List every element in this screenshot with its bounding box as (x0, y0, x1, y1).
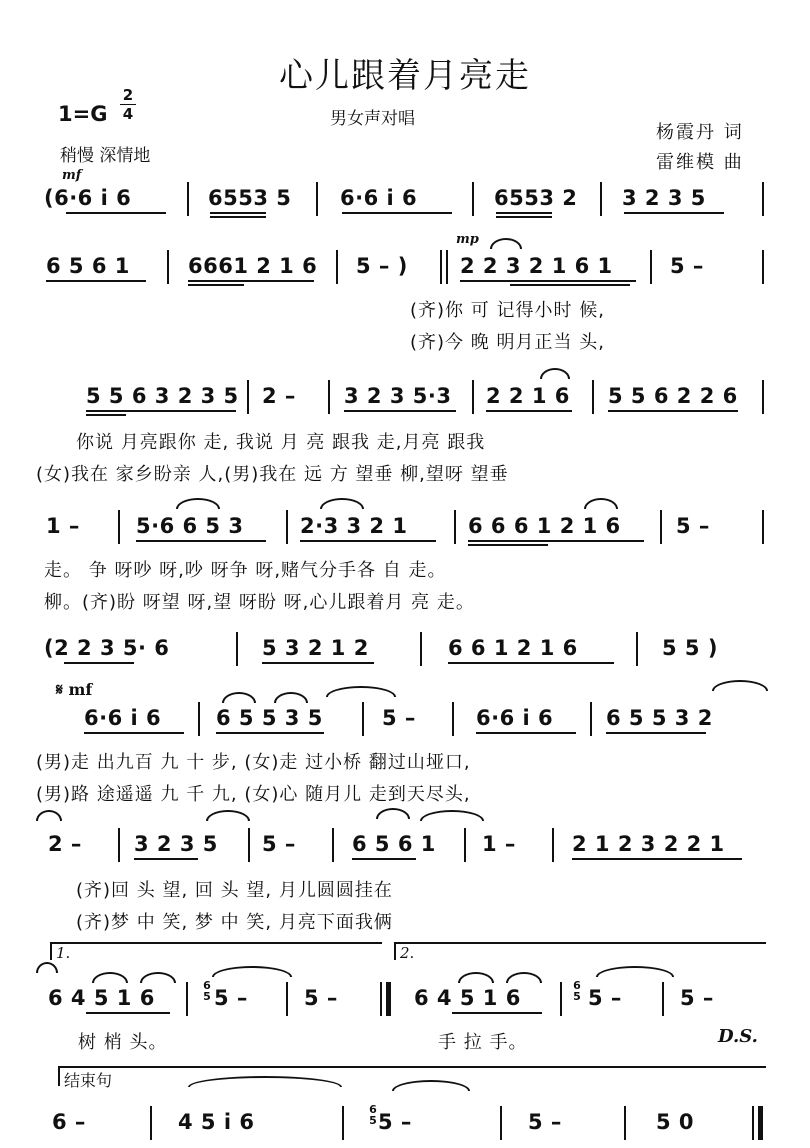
barline (167, 250, 169, 284)
underline (64, 662, 134, 664)
staff-line-1 (0, 182, 810, 218)
barline (600, 182, 602, 216)
grace-note-top: 6 (573, 979, 581, 992)
tie (36, 810, 62, 821)
measure-7: 6661 2 1 6 (188, 254, 318, 278)
lyricist-credit: 杨霞丹 词 (656, 122, 744, 143)
grace-note-bottom: 5 (573, 990, 581, 1003)
volta-1-bracket (50, 942, 382, 960)
measure-22: 5 3 2 1 2 (262, 636, 369, 660)
lyric-volta-2: 手 拉 手。 (438, 1032, 528, 1053)
measure-27: 5 – (382, 706, 416, 730)
measure-1: (6·6 i 6 (44, 186, 132, 210)
underline (476, 732, 576, 734)
measure-11: 5 5 6 3 2 3 5 (86, 384, 239, 408)
measure-5: 3 2 3 5 (622, 186, 706, 210)
measure-38: 5 – (304, 986, 338, 1010)
lyric-verse-2: (齐)梦 中 笑, 梦 中 笑, 月亮下面我俩 (76, 912, 393, 933)
underline (134, 858, 198, 860)
measure-42: 6 – (52, 1110, 86, 1134)
underline (210, 212, 266, 214)
measure-16: 1 – (46, 514, 80, 538)
measure-9: 2 2 3 2 1 6 1 (460, 254, 613, 278)
underline (216, 732, 324, 734)
underline (46, 280, 146, 282)
slur (176, 498, 220, 509)
measure-3: 6·6 i 6 (340, 186, 418, 210)
grace-note-bottom: 5 (369, 1114, 377, 1127)
measure-32: 5 – (262, 832, 296, 856)
barline (624, 1106, 626, 1140)
underline (344, 410, 456, 412)
barline (187, 182, 189, 216)
volta-2-label: 2. (400, 944, 415, 962)
underline (188, 284, 244, 286)
dynamic-mf: mf (62, 168, 82, 183)
slur (320, 498, 364, 509)
barline (636, 632, 638, 666)
underline (448, 662, 614, 664)
measure-25: 6·6 i 6 (84, 706, 162, 730)
measure-46: 5 0 (656, 1110, 695, 1134)
measure-34: 1 – (482, 832, 516, 856)
barline (286, 510, 288, 544)
barline (660, 510, 662, 544)
composer-credit: 雷维模 曲 (656, 152, 744, 173)
barline (420, 632, 422, 666)
key-signature: 1=G (58, 102, 108, 126)
underline (84, 732, 184, 734)
measure-13: 3 2 3 5·3 (344, 384, 452, 408)
barline (560, 982, 562, 1016)
lyric-verse-1: (男)走 出九百 九 十 步, (女)走 过小桥 翻过山垭口, (36, 752, 471, 773)
barline (762, 250, 764, 284)
lyric-verse-2: (女)我在 家乡盼亲 人,(男)我在 远 方 望垂 柳,望呀 望垂 (36, 464, 509, 485)
staff-line-5 (0, 632, 810, 668)
measure-24: 5 5 ) (662, 636, 718, 660)
measure-14: 2 2 1 6 (486, 384, 570, 408)
ending-label: 结束句 (64, 1071, 113, 1090)
volta-1-label: 1. (56, 944, 71, 962)
tie (326, 686, 396, 697)
barline (248, 828, 250, 862)
repeat-barline (386, 982, 391, 1016)
measure-6: 6 5 6 1 (46, 254, 130, 278)
staff-line-9 (0, 1106, 810, 1142)
barline (650, 250, 652, 284)
underline (496, 216, 552, 218)
measure-29: 6 5 5 3 2 (606, 706, 713, 730)
measure-21: (2 2 3 5· 6 (44, 636, 170, 660)
measure-45: 5 – (528, 1110, 562, 1134)
tie (596, 966, 674, 977)
barline (316, 182, 318, 216)
barline (590, 702, 592, 736)
barline (328, 380, 330, 414)
measure-33: 6 5 6 1 (352, 832, 436, 856)
measure-36: 6 4 5 1 6 (48, 986, 155, 1010)
lyric-verse-1: 你说 月亮跟你 走, 我说 月 亮 跟我 走,月亮 跟我 (76, 432, 486, 453)
barline (446, 250, 448, 284)
staff-line-2 (0, 250, 810, 286)
measure-39: 6 4 5 1 6 (414, 986, 521, 1010)
barline (472, 182, 474, 216)
barline (762, 380, 764, 414)
underline (136, 540, 266, 542)
underline (66, 212, 166, 214)
measure-2: 6553 5 (208, 186, 292, 210)
measure-20: 5 – (676, 514, 710, 538)
grace-note-bottom: 5 (203, 990, 211, 1003)
measure-31: 3 2 3 5 (134, 832, 218, 856)
slur (490, 238, 522, 249)
lyric-volta-1: 树 梢 头。 (78, 1032, 168, 1053)
time-signature-bottom: 4 (120, 104, 136, 123)
tie (212, 966, 292, 977)
measure-15: 5 5 6 2 2 6 (608, 384, 738, 408)
barline (118, 828, 120, 862)
tempo-marking: 稍慢 深情地 (60, 146, 151, 166)
underline (510, 284, 630, 286)
lyric-verse-1: (齐)你 可 记得小时 候, (410, 300, 605, 321)
barline (186, 982, 188, 1016)
underline (86, 410, 236, 412)
slur (376, 808, 410, 819)
underline (468, 540, 644, 542)
barline (592, 380, 594, 414)
measure-35: 2 1 2 3 2 2 1 (572, 832, 725, 856)
tie (420, 810, 484, 821)
underline (608, 410, 738, 412)
tie (712, 680, 768, 691)
grace-note-top: 6 (369, 1103, 377, 1116)
underline (486, 410, 572, 412)
time-signature (120, 86, 136, 123)
staff-line-4 (0, 510, 810, 546)
barline (150, 1106, 152, 1140)
slur (584, 498, 618, 509)
measure-18: 2·3 3 2 1 (300, 514, 408, 538)
volta-2-bracket (394, 942, 766, 960)
measure-23: 6 6 1 2 1 6 (448, 636, 578, 660)
underline (572, 858, 742, 860)
measure-26: 6 5 5 3 5 (216, 706, 323, 730)
barline (762, 510, 764, 544)
staff-line-3 (0, 380, 810, 416)
barline (236, 632, 238, 666)
measure-40: 5 – (588, 986, 622, 1010)
barline (362, 702, 364, 736)
barline (118, 510, 120, 544)
underline (262, 662, 374, 664)
barline (440, 250, 442, 284)
measure-37: 5 – (214, 986, 248, 1010)
measure-8: 5 – ) (356, 254, 408, 278)
barline (464, 828, 466, 862)
underline (352, 858, 416, 860)
grace-note-top: 6 (203, 979, 211, 992)
barline (472, 380, 474, 414)
lyric-verse-2: (齐)今 晚 明月正当 头, (410, 332, 605, 353)
underline (606, 732, 706, 734)
underline (300, 540, 436, 542)
song-title: 心儿跟着月亮走 (279, 56, 531, 96)
measure-30: 2 – (48, 832, 82, 856)
barline (198, 702, 200, 736)
barline (286, 982, 288, 1016)
measure-44: 5 – (378, 1110, 412, 1134)
lyric-verse-1: (齐)回 头 望, 回 头 望, 月儿圆圆挂在 (76, 880, 393, 901)
performance-note: 男女声对唱 (330, 109, 415, 129)
barline (342, 1106, 344, 1140)
measure-43: 4 5 i 6 (178, 1110, 255, 1134)
slur (540, 368, 570, 379)
measure-4: 6553 2 (494, 186, 578, 210)
lyric-verse-2: (男)路 途遥遥 九 千 九, (女)心 随月儿 走到天尽头, (36, 784, 471, 805)
underline (624, 212, 724, 214)
tie (206, 810, 250, 821)
time-signature-top: 2 (122, 86, 134, 104)
barline (500, 1106, 502, 1140)
underline (468, 544, 548, 546)
measure-28: 6·6 i 6 (476, 706, 554, 730)
barline (454, 510, 456, 544)
measure-41: 5 – (680, 986, 714, 1010)
barline (452, 702, 454, 736)
barline (336, 250, 338, 284)
barline (762, 182, 764, 216)
barline (247, 380, 249, 414)
lyric-verse-2: 柳。(齐)盼 呀望 呀,望 呀盼 呀,心儿跟着月 亮 走。 (44, 592, 475, 613)
measure-17: 5·6 6 5 3 (136, 514, 244, 538)
barline (332, 828, 334, 862)
segno-mf: 𝄋 mf (56, 680, 93, 699)
underline (342, 212, 452, 214)
tie (36, 962, 58, 973)
staff-line-6 (0, 702, 810, 738)
dal-segno: D.S. (718, 1026, 758, 1047)
repeat-barline (380, 982, 382, 1016)
underline (188, 280, 314, 282)
dynamic-mp: mp (456, 232, 479, 247)
measure-10: 5 – (670, 254, 704, 278)
final-barline (758, 1106, 763, 1140)
staff-line-7 (0, 828, 810, 864)
staff-line-8 (0, 982, 810, 1018)
barline (662, 982, 664, 1016)
measure-19: 6 6 6 1 2 1 6 (468, 514, 621, 538)
underline (460, 280, 636, 282)
underline (496, 212, 552, 214)
underline (86, 1012, 170, 1014)
underline (452, 1012, 542, 1014)
measure-12: 2 – (262, 384, 296, 408)
underline (210, 216, 266, 218)
barline (552, 828, 554, 862)
underline (86, 414, 126, 416)
final-barline (752, 1106, 754, 1140)
lyric-verse-1: 走。 争 呀吵 呀,吵 呀争 呀,赌气分手各 自 走。 (44, 560, 447, 581)
